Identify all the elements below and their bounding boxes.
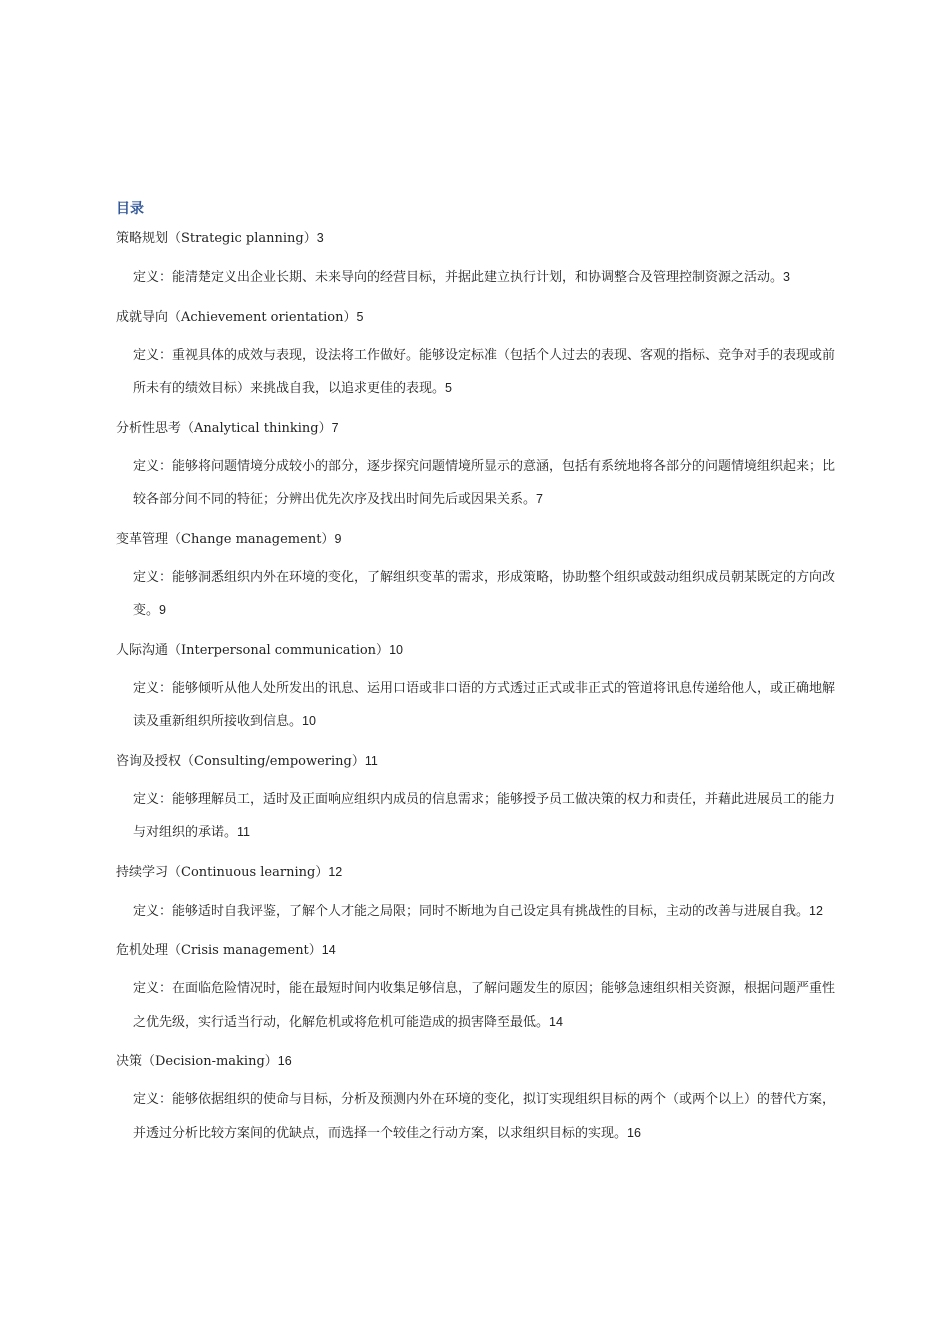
toc-entry-page-number: 10 (389, 642, 403, 657)
toc-entry (116, 749, 836, 850)
toc-entry-definition-text: 定义：在面临危险情况时，能在最短时间内收集足够信息，了解问题发生的原因；能够急速组织相关资源，根据问题严重性之优先级，实行适当行动，化解危机或将危机可能造成的损害降至最低。 (133, 981, 836, 1030)
toc-entry-definition-text: 定义：能够洞悉组织内外在环境的变化，了解组织变革的需求，形成策略，协助整个组织或鼓动组织成员朝某既定的方向改变。 (133, 569, 836, 618)
toc-entry-definition-page: 7 (536, 492, 543, 506)
toc-entry-title[interactable] (116, 416, 836, 440)
toc-entry-title[interactable] (116, 749, 836, 773)
toc-entry-definition-text: 定义：能够倾听从他人处所发出的讯息、运用口语或非口语的方式透过正式或非正式的管道将讯息传递给他人，或正确地解读及重新组织所接收到信息。 (133, 680, 836, 729)
table-of-contents (116, 226, 836, 1160)
toc-entry-title[interactable] (116, 305, 836, 329)
toc-heading: 目录 (116, 201, 144, 217)
toc-entry (116, 638, 836, 739)
toc-entry-definition[interactable] (116, 784, 843, 850)
toc-entry-definition[interactable] (116, 1084, 843, 1150)
toc-entry-page-number: 11 (364, 753, 378, 768)
toc-entry-definition[interactable] (116, 895, 843, 929)
toc-entry (116, 416, 836, 517)
toc-entry-definition-page: 16 (627, 1125, 641, 1140)
toc-entry-title[interactable] (116, 938, 836, 962)
toc-entry-definition-page: 9 (159, 603, 166, 617)
toc-entry-title-text: 人际沟通（Interpersonal communication） (116, 642, 390, 658)
toc-entry (116, 938, 836, 1039)
toc-entry-title[interactable] (116, 860, 836, 884)
toc-entry-definition[interactable] (116, 973, 843, 1039)
toc-entry-page-number: 16 (277, 1054, 292, 1068)
toc-entry-page-number: 12 (328, 864, 343, 879)
toc-entry-page-number: 3 (316, 231, 324, 245)
toc-entry-definition[interactable] (116, 340, 843, 406)
toc-entry-title-text: 咨询及授权（Consulting/empowering） (116, 753, 365, 769)
toc-entry-definition-page: 12 (809, 903, 823, 918)
toc-entry-definition-page: 14 (549, 1014, 563, 1029)
toc-entry-title-text: 持续学习（Continuous learning） (116, 864, 329, 880)
toc-entry (116, 226, 836, 295)
toc-entry-definition[interactable] (116, 562, 843, 628)
toc-entry-title[interactable] (116, 527, 836, 551)
toc-entry (116, 527, 836, 628)
toc-entry-definition-page: 5 (445, 381, 452, 395)
toc-entry-definition-text: 定义：重视具体的成效与表现，设法将工作做好。能够设定标准（包括个人过去的表现、客观的指标、竞争对手的表现或前所未有的绩效目标）来挑战自我，以追求更佳的表现。 (133, 347, 836, 396)
toc-entry-definition[interactable] (116, 673, 843, 739)
toc-entry-definition[interactable] (116, 261, 843, 295)
toc-entry-title-text: 成就导向（Achievement orientation） (116, 309, 357, 325)
toc-entry-definition[interactable] (116, 451, 843, 517)
toc-entry-page-number: 5 (356, 309, 364, 324)
toc-entry (116, 1049, 836, 1150)
toc-entry-page-number: 14 (321, 943, 336, 957)
toc-entry-definition-text: 定义：能够理解员工，适时及正面响应组织内成员的信息需求；能够授予员工做决策的权力和责任，并藉此进展员工的能力与对组织的承诺。 (133, 791, 836, 840)
toc-entry-title-text: 危机处理（Crisis management） (116, 943, 322, 958)
toc-entry-definition-text: 定义：能够依据组织的使命与目标，分析及预测内外在环境的变化，拟订实现组织目标的两个（或两个以上）的替代方案，并透过分析比较方案间的优缺点，而选择一个较佳之行动方案，以求组织目标的实现。 (133, 1092, 836, 1141)
toc-entry-title[interactable] (116, 638, 836, 662)
toc-entry-definition-page: 11 (237, 825, 250, 839)
toc-entry-definition-text: 定义：能够将问题情境分成较小的部分，逐步探究问题情境所显示的意涵，包括有系统地将各部分的问题情境组织起来；比较各部分间不同的特征；分辨出优先次序及找出时间先后或因果关系。 (133, 458, 836, 507)
toc-entry (116, 860, 836, 929)
toc-entry (116, 305, 836, 406)
toc-entry-title-text: 变革管理（Change management） (116, 531, 335, 547)
toc-entry-definition-page: 10 (302, 714, 316, 728)
toc-entry-definition-page: 3 (783, 270, 790, 284)
toc-entry-definition-text: 定义：能够适时自我评鉴，了解个人才能之局限；同时不断地为自己设定具有挑战性的目标，主动的改善与进展自我。 (133, 903, 810, 919)
toc-entry-title[interactable] (116, 226, 836, 250)
toc-entry-title-text: 分析性思考（Analytical thinking） (116, 420, 332, 436)
toc-entry-title-text: 决策（Decision-making） (116, 1054, 278, 1069)
toc-entry-title[interactable] (116, 1049, 836, 1073)
toc-entry-page-number: 9 (334, 531, 342, 546)
toc-entry-definition-text: 定义：能清楚定义出企业长期、未来导向的经营目标，并据此建立执行计划，和协调整合及管理控制资源之活动。 (133, 270, 784, 285)
toc-entry-page-number: 7 (331, 420, 339, 435)
toc-entry-title-text: 策略规划（Strategic planning） (116, 231, 317, 246)
